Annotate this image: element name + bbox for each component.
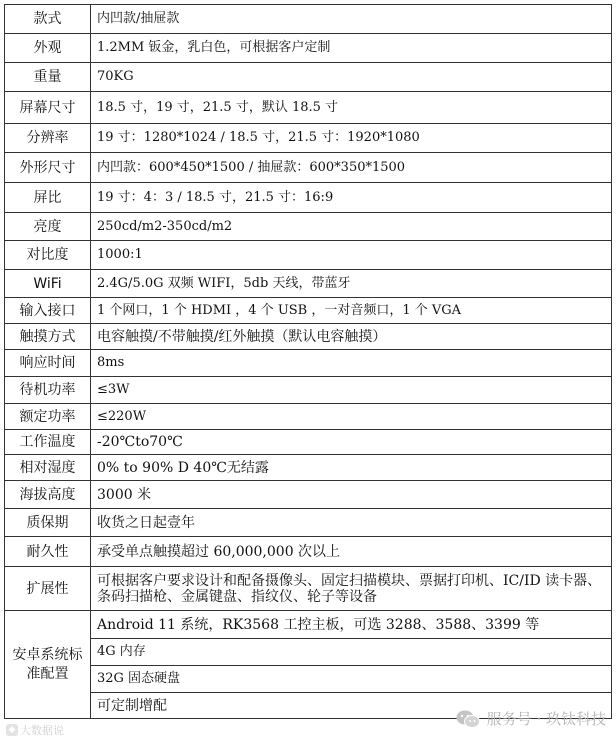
row-value: 承受单点触摸超过 60,000,000 次以上 bbox=[91, 537, 612, 567]
row-value: ≤3W bbox=[91, 377, 612, 404]
row-value: 19 寸：4：3 / 18.5 寸，21.5 寸：16:9 bbox=[91, 183, 612, 213]
table-row bbox=[5, 350, 612, 377]
table-row bbox=[5, 404, 612, 430]
android-config-label: 安卓系统标准配置 bbox=[5, 611, 91, 719]
row-label: 响应时间 bbox=[5, 350, 91, 377]
row-value: 2.4G/5.0G 双频 WIFI，5db 天线，带蓝牙 bbox=[91, 270, 612, 298]
watermark-logo-icon: ◆ bbox=[6, 724, 18, 736]
row-value: 70KG bbox=[91, 63, 612, 92]
android-config-item: 32G 固态硬盘 bbox=[91, 666, 612, 693]
watermark-right-text: 服务号 · 玖钛科技 bbox=[486, 710, 606, 728]
table-row bbox=[5, 377, 612, 404]
row-value: 收货之日起壹年 bbox=[91, 509, 612, 537]
table-row bbox=[5, 324, 612, 350]
row-label: 耐久性 bbox=[5, 537, 91, 567]
row-label: 额定功率 bbox=[5, 404, 91, 430]
table-row bbox=[5, 611, 612, 639]
table-row bbox=[5, 183, 612, 213]
watermark-right bbox=[455, 708, 606, 729]
table-row bbox=[5, 537, 612, 567]
row-label: 质保期 bbox=[5, 509, 91, 537]
table-row bbox=[5, 455, 612, 481]
watermark-left-text: 大数据说 bbox=[20, 724, 64, 737]
row-label: 亮度 bbox=[5, 213, 91, 241]
row-value: 8ms bbox=[91, 350, 612, 377]
row-label: 待机功率 bbox=[5, 377, 91, 404]
table-row bbox=[5, 481, 612, 509]
row-label: 外观 bbox=[5, 34, 91, 63]
row-value: ≤220W bbox=[91, 404, 612, 430]
row-value: 1000:1 bbox=[91, 241, 612, 270]
row-label: 工作温度 bbox=[5, 430, 91, 455]
row-label: 屏比 bbox=[5, 183, 91, 213]
row-label: 对比度 bbox=[5, 241, 91, 270]
row-value: 可根据客户要求设计和配备摄像头、固定扫描模块、票据打印机、IC/ID 读卡器、条码扫描枪、金属键盘、指纹仪、轮子等设备 bbox=[91, 567, 612, 611]
row-label: WiFi bbox=[5, 270, 91, 298]
table-row bbox=[5, 509, 612, 537]
row-value: 1.2MM 钣金，乳白色，可根据客户定制 bbox=[91, 34, 612, 63]
table-row bbox=[5, 63, 612, 92]
row-label: 外形尺寸 bbox=[5, 153, 91, 183]
table-row bbox=[5, 298, 612, 324]
table-row bbox=[5, 430, 612, 455]
table-row bbox=[5, 270, 612, 298]
spec-table bbox=[4, 4, 612, 719]
row-value: 18.5 寸，19 寸，21.5 寸，默认 18.5 寸 bbox=[91, 92, 612, 124]
table-row bbox=[5, 639, 612, 666]
table-row bbox=[5, 567, 612, 611]
row-value: 内凹款：600*450*1500 / 抽屉款：600*350*1500 bbox=[91, 153, 612, 183]
android-config-item: 可定制增配 bbox=[91, 693, 612, 719]
row-value: 250cd/m2-350cd/m2 bbox=[91, 213, 612, 241]
table-row bbox=[5, 5, 612, 34]
row-label: 款式 bbox=[5, 5, 91, 34]
table-row bbox=[5, 153, 612, 183]
row-label: 屏幕尺寸 bbox=[5, 92, 91, 124]
table-row bbox=[5, 34, 612, 63]
row-label: 相对湿度 bbox=[5, 455, 91, 481]
android-config-item: 4G 内存 bbox=[91, 639, 612, 666]
table-row bbox=[5, 666, 612, 693]
row-label: 扩展性 bbox=[5, 567, 91, 611]
wechat-icon bbox=[455, 709, 481, 729]
android-config-item: Android 11 系统，RK3568 工控主板，可选 3288、3588、3399 等 bbox=[91, 611, 612, 639]
row-value: 电容触摸/不带触摸/红外触摸（默认电容触摸） bbox=[91, 324, 612, 350]
row-value: 内凹款/抽屉款 bbox=[91, 5, 612, 34]
row-value: 1 个网口，1 个 HDMI ，4 个 USB ，一对音频口，1 个 VGA bbox=[91, 298, 612, 324]
row-label: 分辨率 bbox=[5, 124, 91, 153]
row-label: 重量 bbox=[5, 63, 91, 92]
row-label: 输入接口 bbox=[5, 298, 91, 324]
row-value: 3000 米 bbox=[91, 481, 612, 509]
table-row bbox=[5, 92, 612, 124]
row-value: -20℃to70℃ bbox=[91, 430, 612, 455]
table-row bbox=[5, 213, 612, 241]
row-value: 0% to 90% D 40℃无结露 bbox=[91, 455, 612, 481]
table-row bbox=[5, 124, 612, 153]
table-row bbox=[5, 241, 612, 270]
row-value: 19 寸：1280*1024 / 18.5 寸，21.5 寸：1920*1080 bbox=[91, 124, 612, 153]
watermark-left bbox=[6, 722, 64, 738]
row-label: 海拔高度 bbox=[5, 481, 91, 509]
row-label: 触摸方式 bbox=[5, 324, 91, 350]
